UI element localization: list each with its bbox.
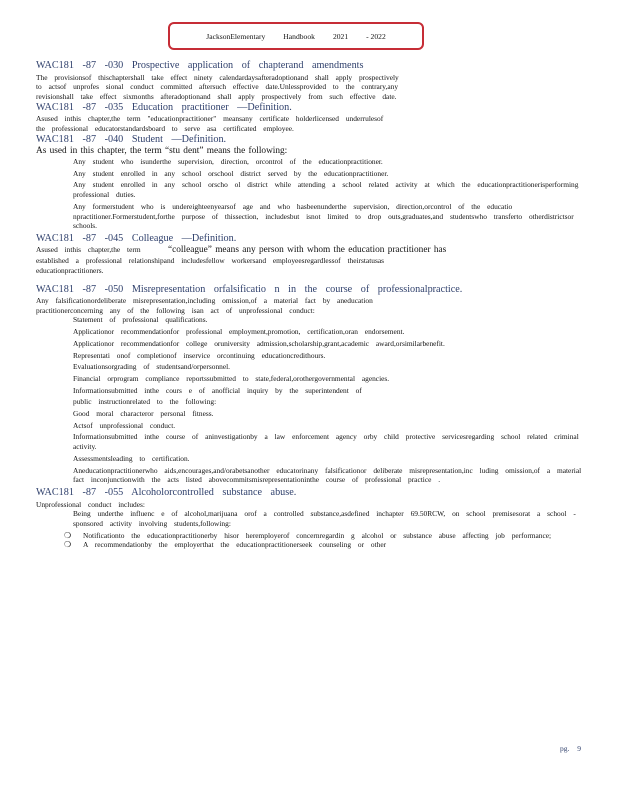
lead-text: As used in this chapter, the term “stu dent” means the following: [36, 146, 288, 157]
body-text: established a professional relationshipand includesfellow workersand employeesregardlessof theirstatusas [36, 256, 384, 266]
list-item: Financial orprogram compliance reportssubmitted to state,federal,orothergovernmental agencies. [73, 373, 390, 383]
list-item: Evaluationsorgrading of studentsand/orpersonnel. [73, 362, 231, 372]
list-item: Actsof unprofessional conduct. [73, 420, 176, 430]
substance-abuse-list [36, 509, 591, 528]
list-item: public instructionrelated to the following: [73, 397, 217, 407]
header-year-start: 2021 [332, 31, 349, 41]
document-body [36, 60, 591, 550]
body-text: Asused inthis chapter,the term “colleague” means any person with whom the education practitioner has [36, 245, 447, 256]
section-heading: WAC181 -87 -055 Alcoholorcontrolled substance abuse. [36, 487, 297, 498]
header-title: Handbook [283, 31, 315, 41]
list-item: Any student who isunderthe supervision, direction, orcontrol of the educationpractitioner. [73, 157, 383, 167]
section-heading: WAC181 -87 -030 Prospective application of chapterand amendments [36, 60, 364, 71]
circle-bullet-icon: ❍ [64, 540, 72, 550]
body-text: Asused inthis chapter,the term "educationpractitioner" meansany certificate holderlicensed underrulesof [36, 114, 384, 124]
body-text: educationpractitioners. [36, 265, 104, 275]
list-item: Being underthe influenc e of alcohol,marijuana orof a controlled substance,asdefined inchapter 69.50RCW, on school premisesorat a school -sponsored activity involving students,following: [73, 509, 576, 528]
list-item: Aneducationpractitionerwho aids,encourages,and/orabetsanother educatorinany falsificationor deliberate misrepresentation,inc luding omission,of a material fact inconjunctionwith the acts listed abovecommitsmisrepresentationinthe course of professional practice . [73, 465, 582, 485]
school-name: JacksonElementary [206, 31, 266, 41]
list-item: Assessmentsleading to certification. [73, 453, 190, 463]
misrepresentation-list [36, 315, 591, 485]
list-item: Informationsubmitted inthe cours e of anofficial inquiry by the superintendent of [73, 385, 362, 395]
page-number: pg. 9 [560, 744, 581, 753]
sub-list-item: ❍ A recommendationby the employerthat the educationpractitionerseek counseling or other [64, 540, 387, 550]
list-item: Any student enrolled in any school orschool district served by the educationpractitioner. [73, 168, 389, 178]
body-text: the professional educatorstandardsboard to serve asa certificated employee. [36, 123, 294, 133]
list-item: Any formerstudent who is undereighteenyearsof age and who hasbeenunderthe supervision, direction,orcontrol of the educatio npractitioner.Formerstudent,forthe purpose of thissection, includesbut isnot limited to drop outs,graduates,and studentswho transferto otherdistrictsor schools. [73, 201, 574, 231]
section-heading: WAC181 -87 -045 Colleague —Definition. [36, 232, 237, 244]
body-text: Unprofessional conduct includes: [36, 499, 145, 509]
document-header [168, 22, 424, 50]
section-heading: WAC181 -87 -050 Misrepresentation orfalsificatio n in the course of professionalpractice. [36, 283, 463, 295]
body-text: revisionshall take effect sixmonths afteradoptionand shall apply prospectively from such effective date. [36, 91, 397, 101]
body-text: to actsof unprofes sional conduct committed aftersuch effective date.Unlessprovided to the contrary,any [36, 82, 399, 92]
list-item: Any student enrolled in any school orscho ol district while attending a school related activity at which the educationpractitionerisperforming professional duties. [73, 180, 579, 200]
body-text: Any falsificationordeliberate misrepresentation,including omission,of a material fact by aneducation [36, 296, 373, 306]
student-definition-list [36, 157, 591, 231]
substance-abuse-sublist [36, 531, 591, 550]
list-item: Good moral characteror personal fitness. [73, 409, 214, 419]
list-item: Representati onof completionof inservice orcontinuing educationcredithours. [73, 350, 326, 360]
section-heading: WAC181 -87 -035 Education practitioner —Definition. [36, 101, 292, 113]
sub-list-item: ❍ Notificationto the educationpractitionerby hisor heremployerof concernregardin g alcohol or substance abuse affecting job performance; [64, 530, 552, 540]
body-text: The provisionsof thischaptershall take effect ninety calendardaysafteradoptionand shall apply prospectively [36, 72, 399, 82]
section-heading: WAC181 -87 -040 Student —Definition. [36, 133, 227, 145]
circle-bullet-icon: ❍ [64, 530, 72, 540]
body-text: practitionerconcerning any of the following isan act of unprofessional conduct: [36, 305, 315, 315]
list-item: Statement of professional qualifications. [73, 315, 208, 325]
list-item: Applicationor recommendationfor college oruniversity admission,scholarship,grant,academic award,orsimilarbenefit. [73, 338, 445, 348]
header-year-end: - 2022 [366, 31, 386, 41]
list-item: Applicationor recommendationfor professional employment,promotion, certification,oran endorsement. [73, 327, 405, 337]
list-item: Informationsubmitted inthe course of aninvestigationby a law enforcement agency orby child protective servicesregarding school related criminal activity. [73, 432, 579, 452]
